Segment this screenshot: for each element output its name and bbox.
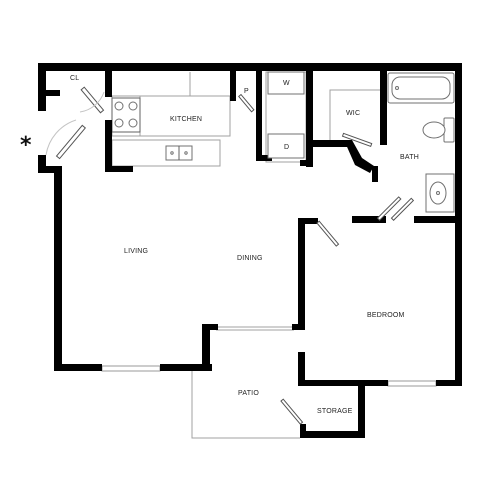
room-label-kitchen: KITCHEN — [170, 116, 203, 123]
wall-bath-bottom-b — [414, 216, 462, 223]
room-label-pantry: P — [244, 88, 249, 95]
room-label-patio: PATIO — [238, 390, 259, 397]
wall-bath-left-upper — [380, 63, 387, 145]
kitchen-sink-drain-icon — [185, 152, 187, 154]
room-label-bedroom: BEDROOM — [367, 312, 405, 319]
wall-storage-right — [358, 380, 365, 438]
stove-burner-icon — [115, 102, 123, 110]
wall-bedroom-left — [298, 218, 305, 330]
entry-marker-icon: * — [20, 133, 32, 158]
room-label-wic: WIC — [346, 110, 361, 117]
room-label-dining: DINING — [237, 255, 263, 262]
room-label-closet: CL — [70, 75, 80, 82]
wall-kitchen-bottom — [105, 166, 133, 172]
wall-living-bottom-a — [54, 364, 102, 371]
wall-bedroom-right — [455, 216, 462, 386]
wall-storage-left-stub — [300, 424, 306, 438]
room-label-dryer: D — [284, 144, 290, 151]
kitchen-sink-drain-icon — [171, 152, 173, 154]
room-label-storage: STORAGE — [317, 408, 353, 415]
wall-left-lower-b — [38, 166, 56, 173]
wall-closet-stub — [38, 90, 60, 96]
wall-bath-left-stub — [372, 166, 378, 182]
bath-sink-drain-icon — [437, 192, 440, 195]
wall-storage-bottom — [300, 431, 365, 438]
wall-top — [38, 63, 462, 71]
room-label-living: LIVING — [124, 248, 149, 255]
wall-patio-jog — [202, 324, 210, 371]
wall-kitchen-left — [105, 120, 112, 172]
wall-closet-right — [105, 63, 112, 97]
entry-door-leaf — [57, 125, 86, 158]
wall-laundry-bottom — [300, 160, 313, 166]
room-label-washer: W — [283, 80, 290, 87]
wall-bedroom-bottom-b — [436, 380, 462, 386]
fixtures — [115, 72, 454, 212]
doors — [46, 87, 413, 424]
wall-patio-jog-top — [202, 324, 218, 330]
wall-wic-bottom — [306, 140, 348, 147]
room-label-bath: BATH — [400, 154, 419, 161]
wall-pantry-right — [256, 63, 262, 161]
wall-right — [455, 63, 462, 221]
wall-left-upper — [38, 63, 46, 111]
wall-bedroom-top-stub — [298, 218, 318, 224]
living-window — [102, 366, 160, 371]
stove-burner-icon — [129, 119, 137, 127]
stove-burner-icon — [129, 102, 137, 110]
toilet-bowl-icon — [423, 122, 445, 138]
pantry-door-leaf — [239, 95, 254, 112]
wall-laundry-right — [306, 63, 313, 167]
stove-burner-icon — [115, 119, 123, 127]
bedroom-door-leaf — [317, 221, 339, 246]
bathtub-inner-icon — [392, 77, 450, 99]
wall-pantry-left — [230, 63, 236, 101]
storage-door-leaf — [281, 399, 303, 424]
bedroom-window — [388, 381, 436, 386]
wall-living-left — [54, 166, 62, 371]
bathtub-drain-icon — [396, 87, 399, 90]
wall-bedroom-bottom-a — [298, 380, 388, 386]
